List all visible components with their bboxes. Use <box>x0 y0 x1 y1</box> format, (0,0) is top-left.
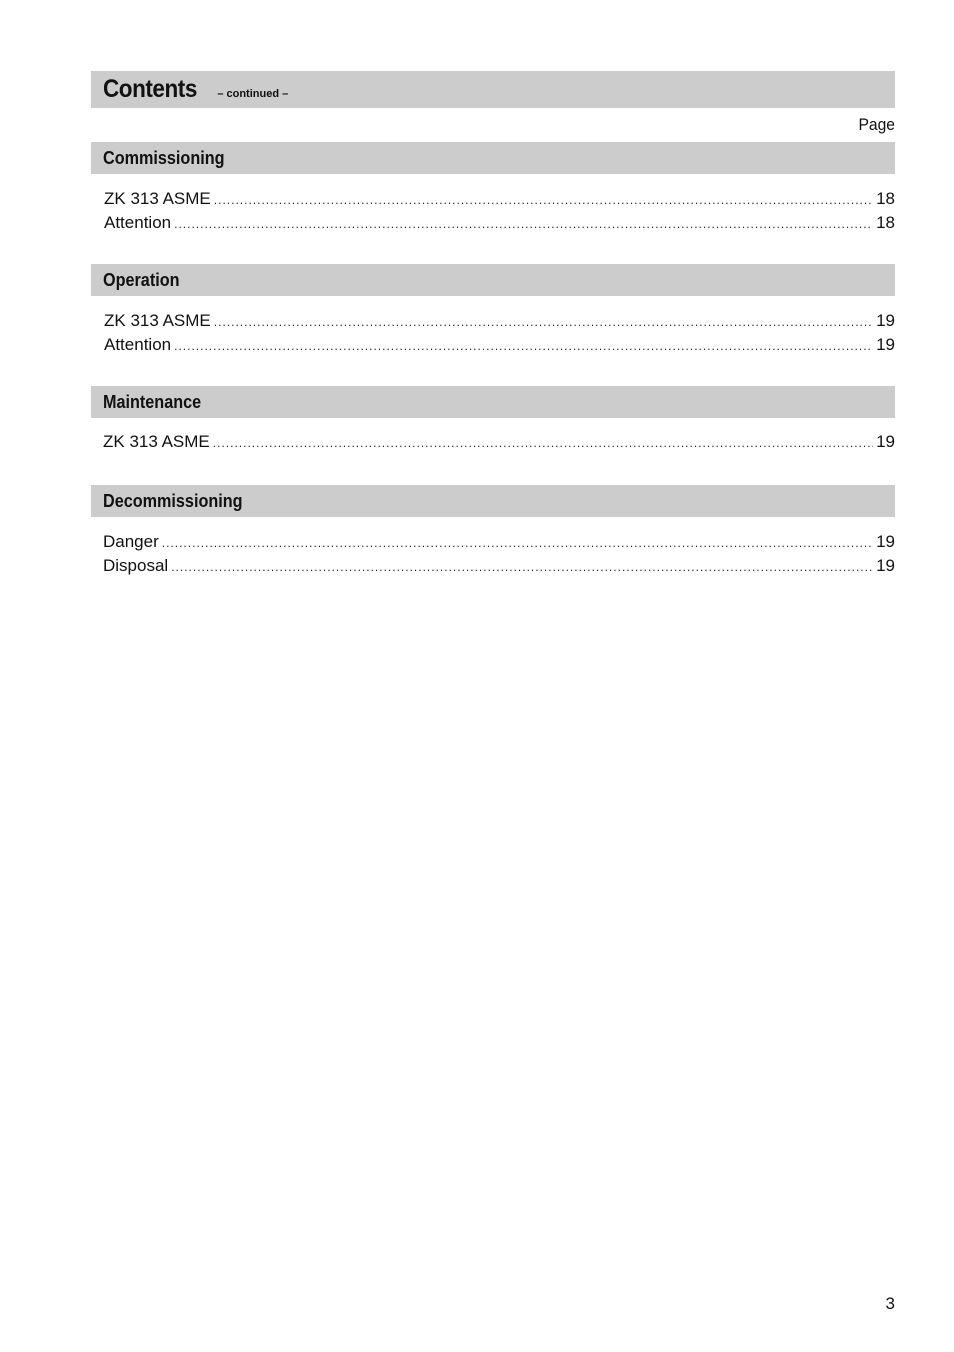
toc-section-operation <box>91 264 895 386</box>
toc-entry-label: Attention <box>104 213 172 232</box>
section-heading: Commissioning <box>91 142 895 174</box>
toc-entry-label: Danger <box>103 532 159 551</box>
toc-entry-page: 19 <box>876 432 895 451</box>
toc-section-decommissioning <box>91 485 895 607</box>
toc-entry[interactable] <box>91 335 895 359</box>
toc-entry[interactable] <box>91 189 895 213</box>
toc-entry[interactable] <box>91 532 895 556</box>
toc-entry-page: 19 <box>876 335 895 354</box>
page-column-label: Page <box>858 115 895 134</box>
dot-leader <box>213 436 873 450</box>
contents-title-bar <box>91 71 895 108</box>
section-heading: Operation <box>91 264 895 296</box>
toc-section-maintenance <box>91 386 895 485</box>
contents-page <box>91 71 895 607</box>
toc-entry-label: ZK 313 ASME <box>103 432 210 451</box>
dot-leader <box>171 560 873 574</box>
toc-entries <box>91 174 895 264</box>
toc-entries <box>91 517 895 607</box>
toc-entry-page: 18 <box>876 213 895 232</box>
toc-entry-label: Disposal <box>103 556 169 575</box>
toc-entry-label: ZK 313 ASME <box>104 311 211 330</box>
toc-entry[interactable] <box>91 432 895 456</box>
page-title: Contents <box>103 75 197 103</box>
dot-leader <box>214 193 873 207</box>
toc-entry-label: ZK 313 ASME <box>104 189 211 208</box>
section-heading: Decommissioning <box>91 485 895 517</box>
toc-entry-page: 18 <box>876 189 895 208</box>
toc-entries <box>91 296 895 386</box>
dot-leader <box>174 339 873 353</box>
toc-entry-label: Attention <box>104 335 172 354</box>
toc-entry[interactable] <box>91 556 895 580</box>
toc-entry[interactable] <box>91 311 895 335</box>
dot-leader <box>214 315 873 329</box>
page-subtitle: – continued – <box>217 87 289 100</box>
dot-leader <box>162 536 873 550</box>
section-heading: Maintenance <box>91 386 895 418</box>
page-number: 3 <box>885 1294 895 1313</box>
toc-entry[interactable] <box>91 213 895 237</box>
dot-leader <box>174 217 873 231</box>
toc-entries <box>91 418 895 485</box>
toc-entry-page: 19 <box>876 556 895 575</box>
toc-entry-page: 19 <box>876 532 895 551</box>
toc-section-commissioning <box>91 142 895 264</box>
toc-entry-page: 19 <box>876 311 895 330</box>
